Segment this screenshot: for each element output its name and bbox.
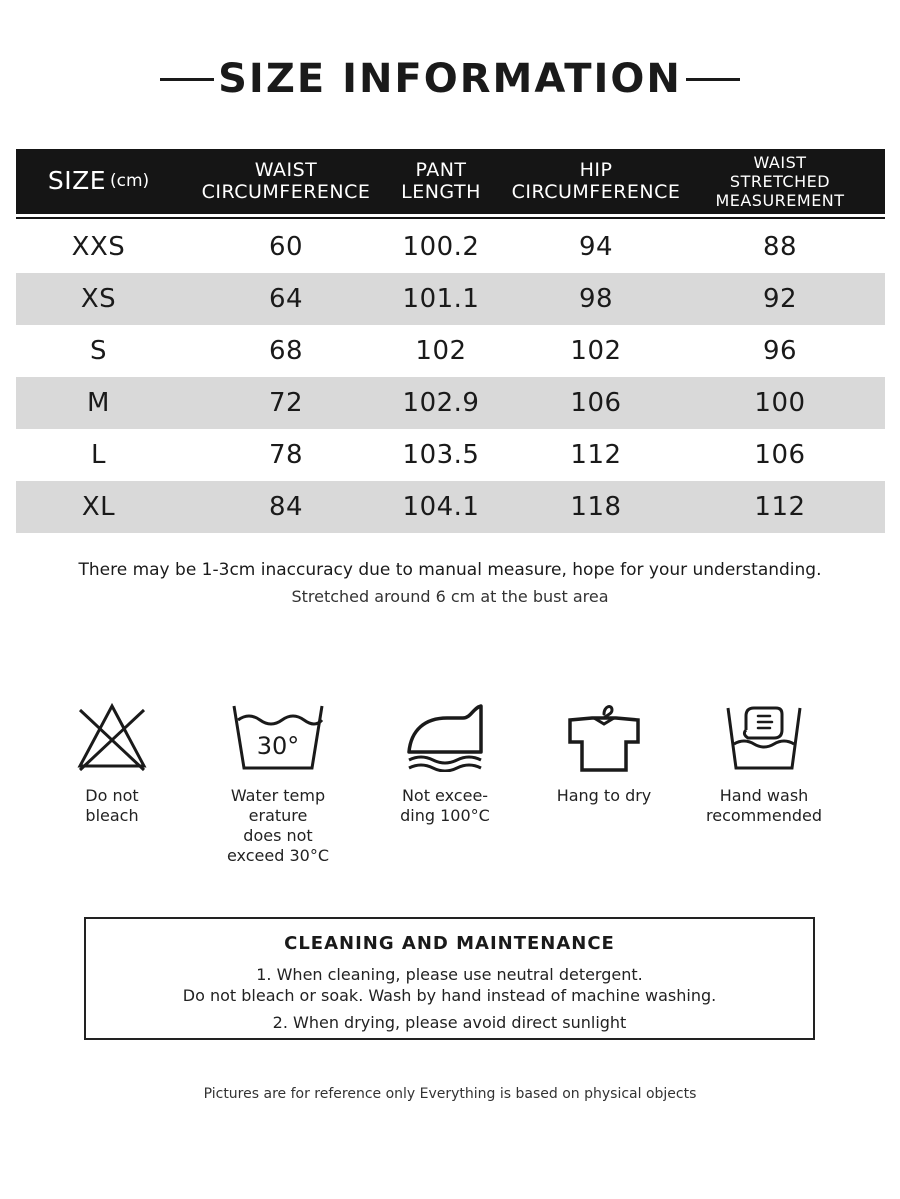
care-item-hand-wash	[689, 700, 839, 826]
cell-waist: 64	[268, 284, 304, 314]
cell-pant-length: 101.1	[402, 284, 480, 314]
cell-waist-stretched: 100	[754, 388, 806, 418]
care-label-iron: Not excee- ding 100°C	[400, 786, 490, 825]
accuracy-note: There may be 1-3cm inaccuracy due to manual measure, hope for your understanding.	[78, 560, 822, 580]
maintenance-line-2: Do not bleach or soak. Wash by hand instead of machine washing.	[182, 986, 717, 1005]
cell-size: S	[89, 336, 107, 366]
header-size-label: SIZE	[47, 166, 106, 196]
hang-dry-icon	[564, 700, 644, 772]
header-waist-stretched-label: WAIST STRETCHED MEASUREMENT	[715, 152, 845, 211]
cell-waist: 68	[268, 336, 304, 366]
cell-hip: 118	[570, 492, 622, 522]
cell-pant-length: 102.9	[402, 388, 480, 418]
care-label-wash-30: Water temp erature does not exceed 30°C	[226, 786, 329, 865]
cell-size: XXS	[71, 232, 126, 262]
care-item-no-bleach	[37, 700, 187, 826]
table-row	[16, 221, 885, 273]
care-label-hand-wash: Hand wash recommended	[706, 786, 822, 825]
table-row	[16, 325, 885, 377]
header-size	[16, 149, 181, 214]
header-waist	[196, 149, 376, 214]
table-row	[16, 481, 885, 533]
title-right-rule	[686, 78, 740, 81]
cell-hip: 98	[578, 284, 614, 314]
title-text: SIZE INFORMATION	[218, 56, 682, 102]
cell-hip: 102	[570, 336, 622, 366]
stretch-note: Stretched around 6 cm at the bust area	[291, 587, 609, 606]
cell-size: XS	[80, 284, 117, 314]
cell-size: XL	[81, 492, 116, 522]
cell-pant-length: 102	[415, 336, 467, 366]
maintenance-line-3: 2. When drying, please avoid direct sunlight	[272, 1013, 627, 1032]
wash-30-icon	[230, 700, 326, 772]
care-item-iron	[370, 700, 520, 826]
footer-disclaimer: Pictures are for reference only Everything is based on physical objects	[203, 1086, 697, 1102]
header-pant-length-label: PANT LENGTH	[401, 158, 481, 203]
care-label-hang-dry: Hang to dry	[556, 786, 652, 805]
cell-waist-stretched: 88	[762, 232, 798, 262]
maintenance-box	[84, 917, 815, 1040]
header-rule	[16, 217, 885, 219]
cell-hip: 94	[578, 232, 614, 262]
wash-temp-text: 30°	[256, 732, 300, 760]
header-waist-stretched	[700, 149, 860, 214]
care-label-no-bleach: Do not bleach	[85, 786, 139, 825]
header-hip	[506, 149, 686, 214]
cell-hip: 112	[570, 440, 622, 470]
cell-waist-stretched: 92	[762, 284, 798, 314]
cell-waist-stretched: 96	[762, 336, 798, 366]
maintenance-line-1: 1. When cleaning, please use neutral detergent.	[256, 965, 643, 984]
size-table-header	[16, 149, 885, 214]
cell-pant-length: 104.1	[402, 492, 480, 522]
cell-pant-length: 100.2	[402, 232, 480, 262]
iron-icon	[405, 700, 485, 772]
cell-waist: 60	[268, 232, 304, 262]
cell-waist: 84	[268, 492, 304, 522]
header-pant-length	[386, 149, 496, 214]
no-bleach-icon	[74, 700, 150, 772]
table-row	[16, 273, 885, 325]
table-row	[16, 429, 885, 481]
cell-waist-stretched: 106	[754, 440, 806, 470]
cell-size: M	[87, 388, 110, 418]
hand-wash-icon	[724, 700, 804, 772]
maintenance-title: CLEANING AND MAINTENANCE	[284, 933, 615, 954]
page-title	[0, 56, 900, 102]
cell-hip: 106	[570, 388, 622, 418]
header-size-unit: (cm)	[110, 170, 150, 191]
cell-waist: 78	[268, 440, 304, 470]
header-hip-label: HIP CIRCUMFERENCE	[511, 158, 681, 203]
header-waist-label: WAIST CIRCUMFERENCE	[201, 158, 371, 203]
table-row	[16, 377, 885, 429]
cell-size: L	[91, 440, 106, 470]
care-item-wash-30	[203, 700, 353, 866]
cell-waist-stretched: 112	[754, 492, 806, 522]
cell-pant-length: 103.5	[402, 440, 480, 470]
cell-waist: 72	[268, 388, 304, 418]
care-item-hang-dry	[529, 700, 679, 806]
title-left-rule	[160, 78, 214, 81]
